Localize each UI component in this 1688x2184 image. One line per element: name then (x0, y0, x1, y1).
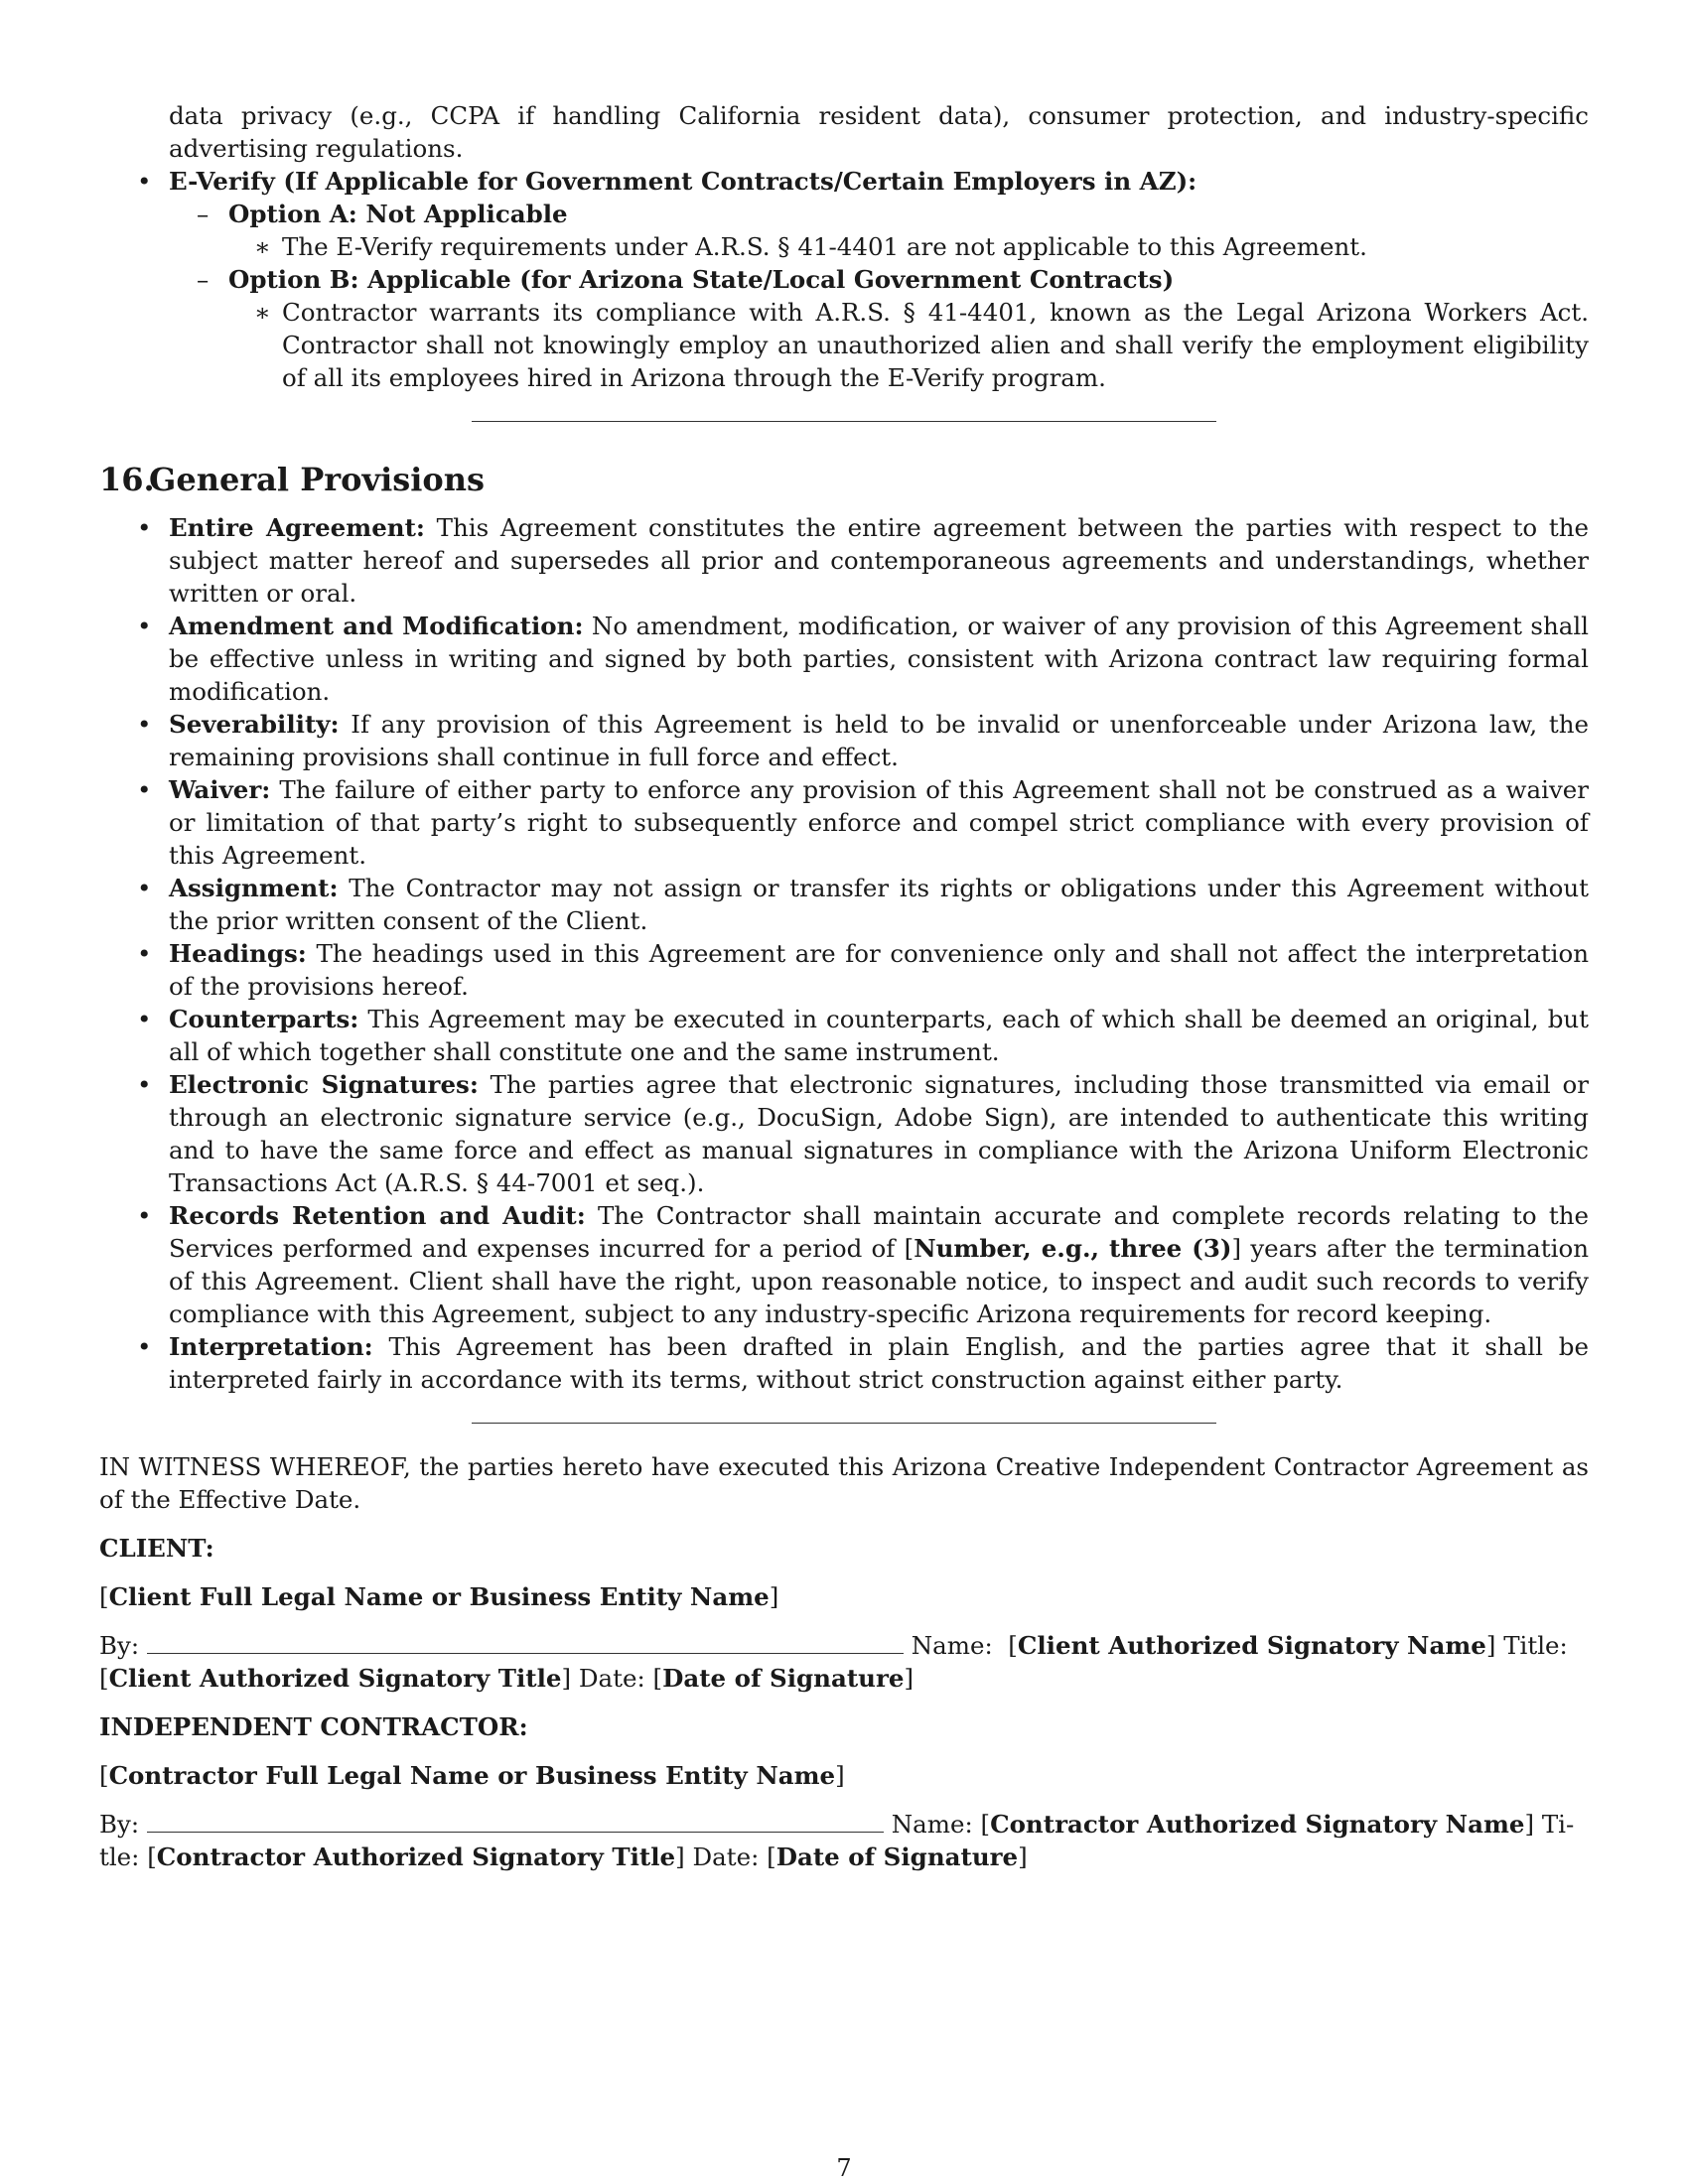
everify-title: E-Verify (If Applicable for Government Contracts/Certain Employers in AZ): (169, 167, 1197, 196)
provision-records-retention: • Records Retention and Audit: The Contractor shall maintain accurate and complete records relating to the Services performed and expenses incurred for a period of [Number, e.g., three (3)] years after the termination of this Agreement. Client shall have the right, upon reasonable notice, to inspect and audit such records to verify compliance with this Agreement, subject to any industry-specific Arizona requirements for record keeping. (99, 1199, 1589, 1330)
provision-amendment: • Amendment and Modification: No amendment, modification, or waiver of any provision of this Agreement shall be effective unless in writing and signed by both parties, consistent with Arizona contract law requiring formal modification. (99, 610, 1589, 708)
option-b (169, 263, 1589, 394)
client-entity: [Client Full Legal Name or Business Entity Name] (99, 1582, 779, 1611)
contractor-signature-block: By: Name: [Contractor Authorized Signatory Name] Ti- tle: [Contractor Authorized Signatory Title] Date: [Date of Signature] (99, 1810, 1575, 1871)
provision-severability: • Severability: If any provision of this Agreement is held to be invalid or unenforceable under Arizona law, the remaining provisions shall continue in full force and effect. (99, 708, 1589, 773)
provision-headings: • Headings: The headings used in this Agreement are for convenience only and shall not affect the interpretation of the provisions hereof. (99, 937, 1589, 1003)
contractor-signatory-title: Contractor Authorized Signatory Title (156, 1843, 676, 1871)
provision-interpretation: • Interpretation: This Agreement has been drafted in plain English, and the parties agree that it shall be interpreted fairly in accordance with its terms, without strict construction against either party. (99, 1330, 1589, 1396)
provisions-list (99, 511, 1589, 1396)
client-signature-line[interactable] (147, 1629, 904, 1654)
intro-continuation: data privacy (e.g., CCPA if handling California resident data), consumer protection, and industry-specific advertising regulations. (169, 101, 1589, 163)
client-signature-block: By: Name: [Client Authorized Signatory Name] Title: [Client Authorized Signatory Title] Date: [Date of Signature] (99, 1631, 1568, 1693)
contractor-entity: [Contractor Full Legal Name or Business Entity Name] (99, 1761, 845, 1790)
option-b-title: Option B: Applicable (for Arizona State/Local Government Contracts) (228, 265, 1175, 294)
option-a-text: ∗ The E-Verify requirements under A.R.S. § 41-4401 are not applicable to this Agreement. (228, 230, 1589, 263)
client-signatory-title: Client Authorized Signatory Title (108, 1664, 562, 1693)
section-title: General Provisions (149, 461, 486, 498)
provision-electronic-signatures: • Electronic Signatures: The parties agree that electronic signatures, including those transmitted via email or through an electronic signature service (e.g., DocuSign, Adobe Sign), are intended to authenticate this writing and to have the same force and effect as manual signatures in compliance with the Arizona Uniform Electronic Transactions Act (A.R.S. § 44-7001 et seq.). (99, 1068, 1589, 1199)
retention-period-placeholder: Number, e.g., three (3) (914, 1234, 1232, 1263)
provision-waiver: • Waiver: The failure of either party to enforce any provision of this Agreement shall not be construed as a waiver or limitation of that party’s right to subsequently enforce and compel strict compliance with every provision of this Agreement. (99, 773, 1589, 872)
client-heading: CLIENT: (99, 1534, 214, 1563)
option-b-text: ∗ Contractor warrants its compliance with A.R.S. § 41-4401, known as the Legal Arizona Workers Act. Contractor shall not knowingly employ an unauthorized alien and shall verify the employment eligibility of all its employees hired in Arizona through the E-Verify program. (228, 296, 1589, 394)
provision-counterparts: • Counterparts: This Agreement may be executed in counterparts, each of which shall be deemed an original, but all of which together shall constitute one and the same instrument. (99, 1003, 1589, 1068)
witness-statement: IN WITNESS WHEREOF, the parties hereto have executed this Arizona Creative Independent Contractor Agreement as of the Effective Date. (99, 1452, 1589, 1514)
provision-assignment: • Assignment: The Contractor may not assign or transfer its rights or obligations under this Agreement without the prior written consent of the Client. (99, 872, 1589, 937)
contractor-signature-line[interactable] (147, 1808, 884, 1833)
provision-entire-agreement: • Entire Agreement: This Agreement constitutes the entire agreement between the parties with respect to the subject matter hereof and supersedes all prior and contemporaneous agreements and understandings, whether written or oral. (99, 511, 1589, 610)
section-heading (99, 460, 1589, 499)
everify-item (99, 165, 1589, 394)
option-a-title: Option A: Not Applicable (228, 200, 568, 228)
client-signature-date: Date of Signature (662, 1664, 905, 1693)
contractor-heading: INDEPENDENT CONTRACTOR: (99, 1712, 528, 1741)
everify-list (99, 165, 1589, 394)
document-page (99, 99, 1589, 1873)
section-number: 16. (99, 461, 155, 498)
everify-options (169, 198, 1589, 394)
contractor-signature-date: Date of Signature (775, 1843, 1019, 1871)
option-a (169, 198, 1589, 263)
client-signatory-name: Client Authorized Signatory Name (1017, 1631, 1486, 1660)
page-number: 7 (836, 2154, 852, 2182)
contractor-signatory-name: Contractor Authorized Signatory Name (990, 1810, 1525, 1839)
